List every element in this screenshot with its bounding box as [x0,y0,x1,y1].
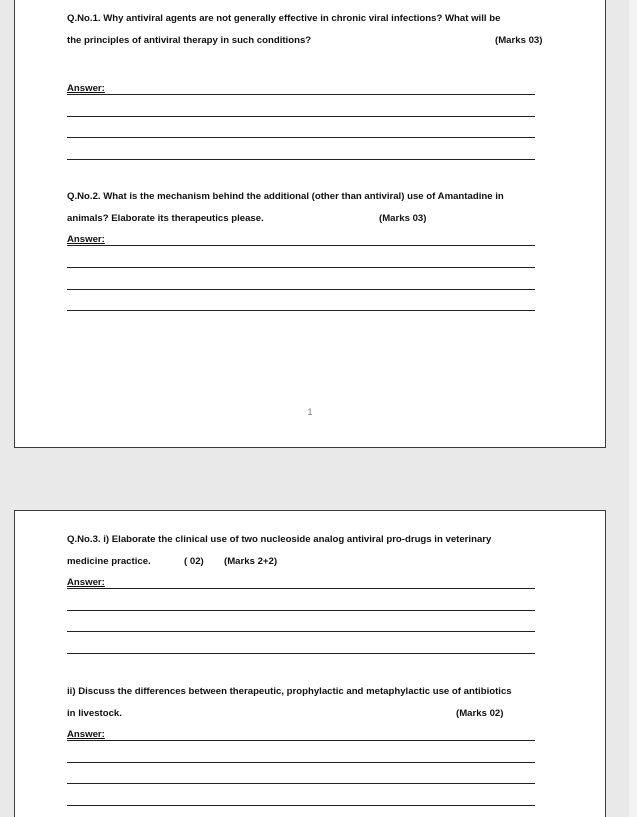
question-3-part-1-inline-marks: ( 02) [184,556,204,567]
question-3-part-1 [67,529,557,573]
question-2-answer-label: Answer: [67,234,105,245]
answer-line [67,740,535,741]
answer-line [67,94,535,95]
question-2-line-2: animals? Elaborate its therapeutics please. [67,213,264,224]
answer-line [67,588,535,589]
question-1-answer-label: Answer: [67,83,105,94]
answer-line [67,631,535,632]
question-3-part-2-marks: (Marks 02) [456,708,504,719]
question-1-marks: (Marks 03) [495,35,543,46]
answer-line [67,762,535,763]
question-3-part-2-line-2: in livestock. [67,708,122,719]
question-3-part-1-marks: (Marks 2+2) [224,556,278,567]
document-page-1 [14,0,606,448]
document-page-2 [14,510,606,817]
scrollbar-track[interactable] [629,0,637,817]
question-3-part-2-answer-label: Answer: [67,729,105,740]
question-1-line-1: Q.No.1. Why antiviral agents are not generally effective in chronic viral infections? What will be [67,13,501,24]
answer-line [67,159,535,160]
question-1-line-2: the principles of antiviral therapy in such conditions? [67,35,312,46]
question-1 [67,8,557,52]
answer-line [67,610,535,611]
question-3-part-2-line-1: ii) Discuss the differences between therapeutic, prophylactic and metaphylactic use of antibiotics [67,686,512,697]
answer-line [67,805,535,806]
question-2-marks: (Marks 03) [379,213,427,224]
question-2-line-1: Q.No.2. What is the mechanism behind the additional (other than antiviral) use of Amantadine in [67,191,504,202]
answer-line [67,310,535,311]
answer-line [67,137,535,138]
question-3-part-1-line-1: Q.No.3. i) Elaborate the clinical use of two nucleoside analog antiviral pro-drugs in veterinary [67,534,492,545]
question-2 [67,186,557,230]
answer-line [67,653,535,654]
question-3-part-1-line-2: medicine practice. [67,556,151,567]
question-3-part-2 [67,681,557,725]
answer-line [67,783,535,784]
question-3-part-1-answer-label: Answer: [67,577,105,588]
page-number: 1 [307,407,313,417]
answer-line [67,245,535,246]
answer-line [67,267,535,268]
answer-line [67,116,535,117]
answer-line [67,289,535,290]
